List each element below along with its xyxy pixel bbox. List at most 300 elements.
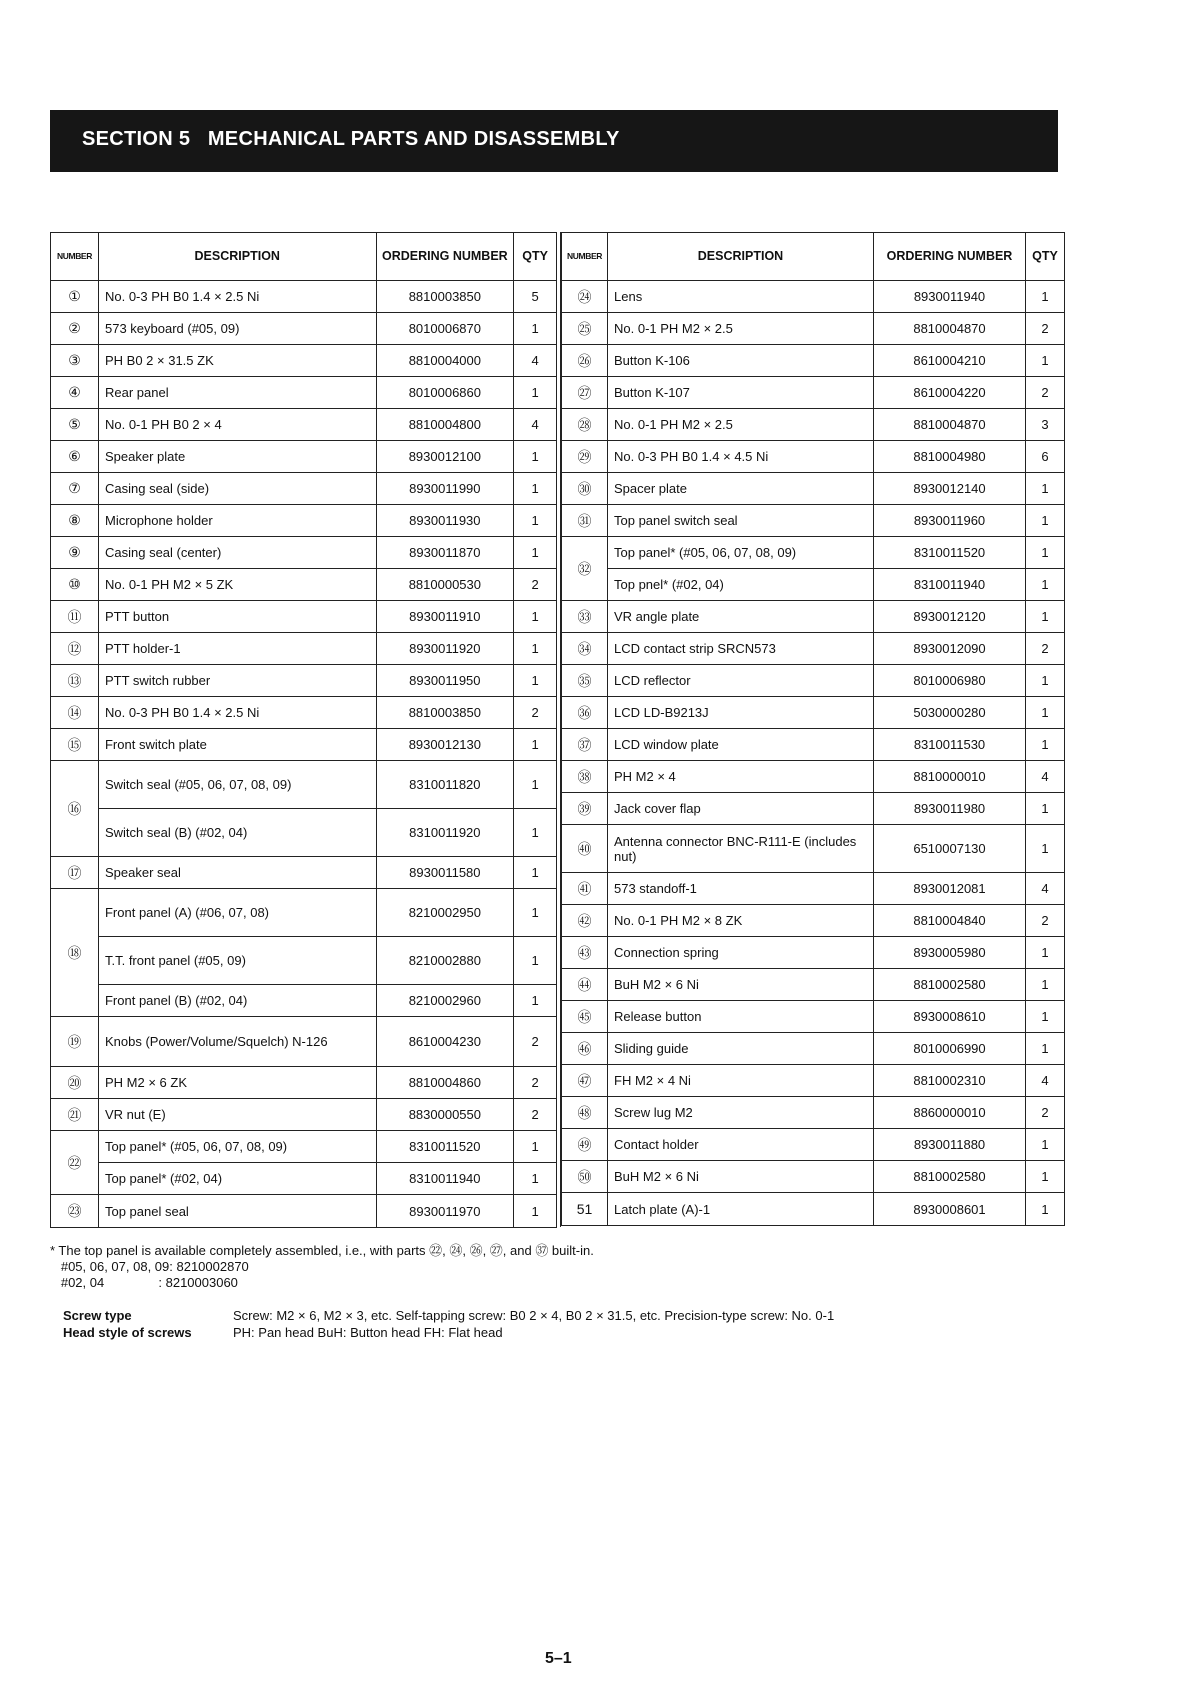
table-row — [562, 1065, 1065, 1097]
table-row — [562, 569, 1065, 601]
part-qty: 2 — [514, 697, 557, 729]
table-row — [51, 505, 557, 537]
part-description: Sliding guide — [608, 1033, 874, 1065]
part-qty: 1 — [514, 889, 557, 937]
part-number: ① — [51, 281, 99, 313]
part-qty: 2 — [1026, 1097, 1065, 1129]
table-row — [51, 985, 557, 1017]
part-description: BuH M2 × 6 Ni — [608, 969, 874, 1001]
part-description: PH M2 × 6 ZK — [98, 1067, 376, 1099]
part-qty: 1 — [1026, 473, 1065, 505]
part-description: Rear panel — [98, 377, 376, 409]
ordering-number: 8810004000 — [376, 345, 514, 377]
part-qty: 1 — [1026, 697, 1065, 729]
ordering-number: 8610004220 — [874, 377, 1026, 409]
table-row — [562, 601, 1065, 633]
ordering-number: 8210002950 — [376, 889, 514, 937]
part-number: ㉙ — [562, 441, 608, 473]
part-description: PH B0 2 × 31.5 ZK — [98, 345, 376, 377]
part-description: Front switch plate — [98, 729, 376, 761]
part-qty: 1 — [1026, 281, 1065, 313]
part-number: ㉔ — [562, 281, 608, 313]
part-qty: 1 — [514, 729, 557, 761]
part-description: Microphone holder — [98, 505, 376, 537]
part-number: ㊲ — [562, 729, 608, 761]
footnotes — [50, 1243, 594, 1291]
part-number: ㉕ — [562, 313, 608, 345]
table-row — [51, 633, 557, 665]
part-number: ⑱ — [51, 889, 99, 1017]
part-qty: 1 — [514, 537, 557, 569]
col-number: NUMBER — [51, 233, 99, 281]
part-description: Front panel (A) (#06, 07, 08) — [98, 889, 376, 937]
ordering-number: 8210002880 — [376, 937, 514, 985]
section-banner — [50, 110, 1058, 172]
ordering-number: 6510007130 — [874, 825, 1026, 873]
table-row — [51, 665, 557, 697]
table-row — [562, 313, 1065, 345]
table-row — [51, 697, 557, 729]
part-qty: 1 — [1026, 537, 1065, 569]
part-description: Top pnel* (#02, 04) — [608, 569, 874, 601]
page-number: 5–1 — [545, 1650, 572, 1667]
table-row — [562, 537, 1065, 569]
part-number: ㉑ — [51, 1099, 99, 1131]
parts-table-left — [50, 232, 557, 1228]
part-description: No. 0-1 PH M2 × 2.5 — [608, 409, 874, 441]
part-qty: 1 — [1026, 569, 1065, 601]
table-row — [51, 281, 557, 313]
table-row — [51, 1131, 557, 1163]
table-row — [51, 345, 557, 377]
ordering-number: 8210002960 — [376, 985, 514, 1017]
ordering-number: 8310011520 — [376, 1131, 514, 1163]
part-number: ㊹ — [562, 969, 608, 1001]
part-description: Speaker seal — [98, 857, 376, 889]
part-qty: 1 — [1026, 825, 1065, 873]
part-description: Spacer plate — [608, 473, 874, 505]
ordering-number: 8930011990 — [376, 473, 514, 505]
part-number: ⑤ — [51, 409, 99, 441]
part-qty: 2 — [514, 1099, 557, 1131]
part-qty: 1 — [514, 1163, 557, 1195]
table-row — [562, 1097, 1065, 1129]
part-number: ⑧ — [51, 505, 99, 537]
table-row — [562, 633, 1065, 665]
part-number: ⑥ — [51, 441, 99, 473]
part-qty: 1 — [1026, 729, 1065, 761]
part-number: ⑫ — [51, 633, 99, 665]
ordering-number: 8930012100 — [376, 441, 514, 473]
part-number: ⑪ — [51, 601, 99, 633]
part-description: VR angle plate — [608, 601, 874, 633]
screw-type-row — [63, 1307, 834, 1324]
part-description: VR nut (E) — [98, 1099, 376, 1131]
ordering-number: 8810002580 — [874, 969, 1026, 1001]
part-qty: 1 — [514, 473, 557, 505]
part-description: No. 0-3 PH B0 1.4 × 4.5 Ni — [608, 441, 874, 473]
table-row — [51, 473, 557, 505]
ordering-number: 8860000010 — [874, 1097, 1026, 1129]
part-number: ㊱ — [562, 697, 608, 729]
ordering-number: 8930012120 — [874, 601, 1026, 633]
ordering-number: 8810002580 — [874, 1161, 1026, 1193]
col-ordering: ORDERING NUMBER — [874, 233, 1026, 281]
part-description: Contact holder — [608, 1129, 874, 1161]
part-number: ㉒ — [51, 1131, 99, 1195]
table-row — [51, 1163, 557, 1195]
part-qty: 1 — [1026, 505, 1065, 537]
footnote-line: #02, 04 : 8210003060 — [50, 1275, 238, 1290]
ordering-number: 8810002310 — [874, 1065, 1026, 1097]
part-number: ⑲ — [51, 1017, 99, 1067]
part-description: No. 0-3 PH B0 1.4 × 2.5 Ni — [98, 281, 376, 313]
part-description: PH M2 × 4 — [608, 761, 874, 793]
part-qty: 1 — [1026, 793, 1065, 825]
part-description: BuH M2 × 6 Ni — [608, 1161, 874, 1193]
part-number: ㊸ — [562, 937, 608, 969]
ordering-number: 8930008610 — [874, 1001, 1026, 1033]
table-row — [562, 761, 1065, 793]
part-number: ⑰ — [51, 857, 99, 889]
ordering-number: 8810004870 — [874, 313, 1026, 345]
part-qty: 1 — [1026, 345, 1065, 377]
part-qty: 1 — [1026, 1193, 1065, 1226]
part-qty: 4 — [514, 409, 557, 441]
part-description: Top panel* (#02, 04) — [98, 1163, 376, 1195]
part-qty: 2 — [514, 1017, 557, 1067]
ordering-number: 8810000010 — [874, 761, 1026, 793]
part-number: ⑩ — [51, 569, 99, 601]
part-qty: 1 — [514, 1195, 557, 1228]
part-description: Knobs (Power/Volume/Squelch) N-126 — [98, 1017, 376, 1067]
ordering-number: 8310011940 — [376, 1163, 514, 1195]
part-description: Screw lug M2 — [608, 1097, 874, 1129]
ordering-number: 8930011980 — [874, 793, 1026, 825]
part-number: ⑳ — [51, 1067, 99, 1099]
part-qty: 2 — [1026, 633, 1065, 665]
part-qty: 1 — [514, 937, 557, 985]
part-qty: 3 — [1026, 409, 1065, 441]
part-description: 573 standoff-1 — [608, 873, 874, 905]
part-number: ㊳ — [562, 761, 608, 793]
part-description: LCD reflector — [608, 665, 874, 697]
part-qty: 1 — [514, 505, 557, 537]
ordering-number: 8810003850 — [376, 281, 514, 313]
part-qty: 2 — [1026, 313, 1065, 345]
col-ordering: ORDERING NUMBER — [376, 233, 514, 281]
part-description: Button K-106 — [608, 345, 874, 377]
ordering-number: 8810004800 — [376, 409, 514, 441]
ordering-number: 8310011520 — [874, 537, 1026, 569]
ordering-number: 8930008601 — [874, 1193, 1026, 1226]
table-row — [51, 313, 557, 345]
ordering-number: 5030000280 — [874, 697, 1026, 729]
table-row — [562, 505, 1065, 537]
ordering-number: 8810004870 — [874, 409, 1026, 441]
part-qty: 1 — [1026, 969, 1065, 1001]
ordering-number: 8930012090 — [874, 633, 1026, 665]
col-description: DESCRIPTION — [608, 233, 874, 281]
table-row — [51, 889, 557, 937]
part-description: Antenna connector BNC-R111-E (includes nut) — [608, 825, 874, 873]
ordering-number: 8930011580 — [376, 857, 514, 889]
part-qty: 1 — [514, 985, 557, 1017]
ordering-number: 8930005980 — [874, 937, 1026, 969]
ordering-number: 8810004860 — [376, 1067, 514, 1099]
ordering-number: 8930011940 — [874, 281, 1026, 313]
part-description: PTT button — [98, 601, 376, 633]
part-qty: 1 — [514, 665, 557, 697]
part-qty: 1 — [1026, 601, 1065, 633]
ordering-number: 8810000530 — [376, 569, 514, 601]
part-description: No. 0-3 PH B0 1.4 × 2.5 Ni — [98, 697, 376, 729]
table-row — [51, 1017, 557, 1067]
table-row — [51, 857, 557, 889]
part-qty: 2 — [514, 1067, 557, 1099]
part-number: ㉖ — [562, 345, 608, 377]
table-row — [562, 377, 1065, 409]
part-description: Latch plate (A)-1 — [608, 1193, 874, 1226]
table-row — [562, 1001, 1065, 1033]
part-description: Switch seal (B) (#02, 04) — [98, 809, 376, 857]
ordering-number: 8610004230 — [376, 1017, 514, 1067]
table-row — [562, 937, 1065, 969]
part-number: ⑨ — [51, 537, 99, 569]
part-number: ㊵ — [562, 825, 608, 873]
table-row — [562, 1193, 1065, 1226]
table-row — [562, 1161, 1065, 1193]
part-number: ㊻ — [562, 1033, 608, 1065]
part-description: Casing seal (side) — [98, 473, 376, 505]
part-qty: 5 — [514, 281, 557, 313]
ordering-number: 8010006870 — [376, 313, 514, 345]
ordering-number: 8930011920 — [376, 633, 514, 665]
table-row — [562, 697, 1065, 729]
table-row — [51, 441, 557, 473]
col-qty: QTY — [514, 233, 557, 281]
part-qty: 4 — [1026, 1065, 1065, 1097]
ordering-number: 8810004980 — [874, 441, 1026, 473]
part-number: ㊴ — [562, 793, 608, 825]
ordering-number: 8810004840 — [874, 905, 1026, 937]
part-number: ㊷ — [562, 905, 608, 937]
part-description: No. 0-1 PH B0 2 × 4 — [98, 409, 376, 441]
ordering-number: 8930011910 — [376, 601, 514, 633]
head-style-row — [63, 1324, 834, 1341]
part-description: Jack cover flap — [608, 793, 874, 825]
col-number: NUMBER — [562, 233, 608, 281]
table-row — [51, 409, 557, 441]
table-row — [562, 665, 1065, 697]
ordering-number: 8930011960 — [874, 505, 1026, 537]
section-title: SECTION 5 MECHANICAL PARTS AND DISASSEMBLY — [82, 128, 620, 150]
part-number: ③ — [51, 345, 99, 377]
table-row — [562, 905, 1065, 937]
part-number: ㉘ — [562, 409, 608, 441]
ordering-number: 8010006990 — [874, 1033, 1026, 1065]
part-description: No. 0-1 PH M2 × 8 ZK — [608, 905, 874, 937]
part-number: ⑦ — [51, 473, 99, 505]
table-row — [51, 1195, 557, 1228]
part-number: ④ — [51, 377, 99, 409]
table-row — [51, 1067, 557, 1099]
table-row — [562, 281, 1065, 313]
part-number: ㊾ — [562, 1129, 608, 1161]
part-description: Top panel* (#05, 06, 07, 08, 09) — [608, 537, 874, 569]
table-row — [51, 937, 557, 985]
part-qty: 2 — [1026, 905, 1065, 937]
ordering-number: 8010006980 — [874, 665, 1026, 697]
part-number: ⑮ — [51, 729, 99, 761]
part-description: Button K-107 — [608, 377, 874, 409]
table-header — [51, 233, 557, 281]
part-description: Release button — [608, 1001, 874, 1033]
parts-table-right — [561, 232, 1065, 1226]
part-description: FH M2 × 4 Ni — [608, 1065, 874, 1097]
table-row — [562, 345, 1065, 377]
ordering-number: 8930011870 — [376, 537, 514, 569]
table-row — [51, 761, 557, 809]
table-row — [51, 1099, 557, 1131]
part-qty: 1 — [514, 1131, 557, 1163]
head-style-label: Head style of screws — [63, 1325, 192, 1340]
part-description: Top panel* (#05, 06, 07, 08, 09) — [98, 1131, 376, 1163]
ordering-number: 8930012140 — [874, 473, 1026, 505]
screw-type-text: Screw: M2 × 6, M2 × 3, etc. Self-tapping screw: B0 2 × 4, B0 2 × 31.5, etc. Precision-type screw: No. 0-1 — [233, 1308, 835, 1323]
table-row — [562, 1033, 1065, 1065]
part-qty: 1 — [514, 377, 557, 409]
table-row — [562, 409, 1065, 441]
part-description: Switch seal (#05, 06, 07, 08, 09) — [98, 761, 376, 809]
part-qty: 1 — [1026, 1129, 1065, 1161]
part-description: Casing seal (center) — [98, 537, 376, 569]
part-description: T.T. front panel (#05, 09) — [98, 937, 376, 985]
part-qty: 1 — [1026, 1001, 1065, 1033]
ordering-number: 8810003850 — [376, 697, 514, 729]
part-number: ⑯ — [51, 761, 99, 857]
table-row — [51, 601, 557, 633]
part-number: ㊽ — [562, 1097, 608, 1129]
part-number: ㉛ — [562, 505, 608, 537]
part-description: PTT switch rubber — [98, 665, 376, 697]
table-row — [51, 569, 557, 601]
part-number: ⑭ — [51, 697, 99, 729]
table-row — [562, 825, 1065, 873]
part-number: ㊼ — [562, 1065, 608, 1097]
part-description: Front panel (B) (#02, 04) — [98, 985, 376, 1017]
table-row — [562, 873, 1065, 905]
part-number: ㉚ — [562, 473, 608, 505]
part-qty: 2 — [514, 569, 557, 601]
ordering-number: 8930011950 — [376, 665, 514, 697]
part-number: ⑬ — [51, 665, 99, 697]
table-row — [562, 1129, 1065, 1161]
part-qty: 2 — [1026, 377, 1065, 409]
part-number: ㉝ — [562, 601, 608, 633]
table-row — [51, 729, 557, 761]
table-header — [562, 233, 1065, 281]
footnote-line: #05, 06, 07, 08, 09: 8210002870 — [50, 1259, 249, 1274]
part-description: Lens — [608, 281, 874, 313]
table-row — [562, 473, 1065, 505]
ordering-number: 8930011970 — [376, 1195, 514, 1228]
col-qty: QTY — [1026, 233, 1065, 281]
part-description: LCD LD-B9213J — [608, 697, 874, 729]
table-row — [562, 729, 1065, 761]
ordering-number: 8930012130 — [376, 729, 514, 761]
part-qty: 1 — [514, 313, 557, 345]
part-qty: 1 — [514, 809, 557, 857]
ordering-number: 8310011820 — [376, 761, 514, 809]
part-number: ㊿ — [562, 1161, 608, 1193]
part-qty: 1 — [514, 441, 557, 473]
part-qty: 1 — [1026, 1161, 1065, 1193]
table-row — [51, 377, 557, 409]
part-qty: 1 — [514, 601, 557, 633]
part-number: ㉜ — [562, 537, 608, 601]
table-row — [562, 441, 1065, 473]
part-number: ㊺ — [562, 1001, 608, 1033]
col-description: DESCRIPTION — [98, 233, 376, 281]
part-number: ㉞ — [562, 633, 608, 665]
part-qty: 1 — [514, 857, 557, 889]
screw-legend — [63, 1307, 834, 1341]
part-qty: 1 — [1026, 937, 1065, 969]
ordering-number: 8930011930 — [376, 505, 514, 537]
ordering-number: 8310011920 — [376, 809, 514, 857]
table-row — [51, 537, 557, 569]
ordering-number: 8310011940 — [874, 569, 1026, 601]
part-description: LCD contact strip SRCN573 — [608, 633, 874, 665]
part-description: Top panel switch seal — [608, 505, 874, 537]
part-qty: 6 — [1026, 441, 1065, 473]
ordering-number: 8930011880 — [874, 1129, 1026, 1161]
ordering-number: 8310011530 — [874, 729, 1026, 761]
part-description: No. 0-1 PH M2 × 5 ZK — [98, 569, 376, 601]
part-number: 51 — [562, 1193, 608, 1226]
ordering-number: 8830000550 — [376, 1099, 514, 1131]
table-row — [51, 809, 557, 857]
part-number: ㉓ — [51, 1195, 99, 1228]
ordering-number: 8010006860 — [376, 377, 514, 409]
table-row — [562, 969, 1065, 1001]
part-number: ㉟ — [562, 665, 608, 697]
part-description: Connection spring — [608, 937, 874, 969]
part-description: PTT holder-1 — [98, 633, 376, 665]
footnote-line: * The top panel is available completely assembled, i.e., with parts ㉒, ㉔, ㉖, ㉗, and ㊲ built-in. — [50, 1243, 594, 1258]
part-qty: 1 — [1026, 665, 1065, 697]
part-qty: 4 — [514, 345, 557, 377]
part-description: Speaker plate — [98, 441, 376, 473]
ordering-number: 8930012081 — [874, 873, 1026, 905]
part-description: LCD window plate — [608, 729, 874, 761]
screw-type-label: Screw type — [63, 1308, 132, 1323]
part-description: 573 keyboard (#05, 09) — [98, 313, 376, 345]
part-qty: 1 — [514, 761, 557, 809]
ordering-number: 8610004210 — [874, 345, 1026, 377]
part-description: Top panel seal — [98, 1195, 376, 1228]
part-qty: 1 — [514, 633, 557, 665]
part-number: ㉗ — [562, 377, 608, 409]
part-qty: 4 — [1026, 873, 1065, 905]
head-style-text: PH: Pan head BuH: Button head FH: Flat head — [233, 1325, 503, 1340]
part-number: ② — [51, 313, 99, 345]
part-description: No. 0-1 PH M2 × 2.5 — [608, 313, 874, 345]
part-qty: 4 — [1026, 761, 1065, 793]
part-number: ㊶ — [562, 873, 608, 905]
table-row — [562, 793, 1065, 825]
